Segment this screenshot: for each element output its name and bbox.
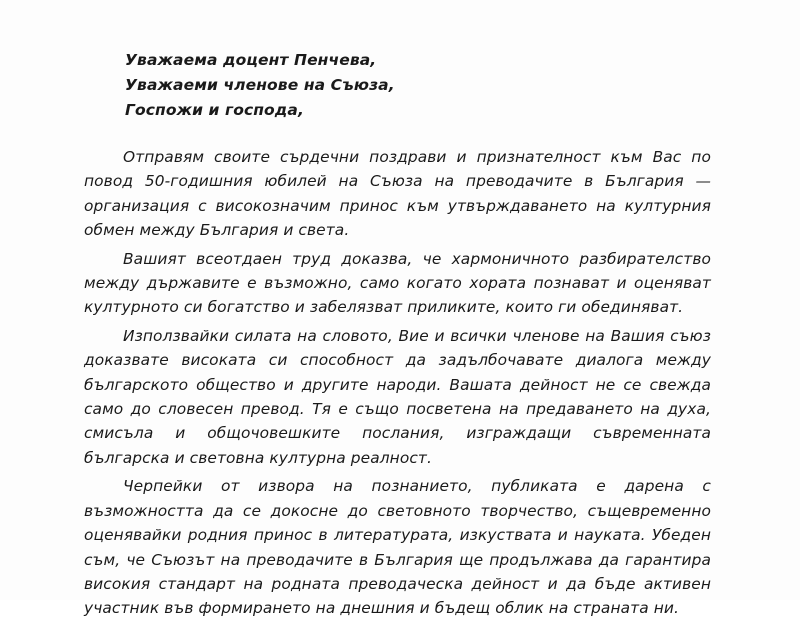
salutation-block [125, 48, 725, 123]
salutation-line-3: Госпожи и господа, [125, 101, 304, 119]
letter-body [84, 145, 711, 625]
paragraph-3: Използвайки силата на словото, Вие и всички членове на Вашия съюз доказвате високата си способност да задълбочавате диалога между българското общество и другите народи. Вашата дейност не се свежда само до словесен превод. Тя е също посветена на предаването на духа, смисъла и общочовешките послания, изграждащи съвременната българска и световна културна реалност. [84, 326, 711, 467]
paragraph-4: Черпейки от извора на познанието, публиката е дарена с възможността да се докосне до световното творчество, същевременно оценявайки родния принос в литературата, изкуствата и науката. Убеден съм, че Съюзът на преводачите в България ще продължава да гарантира високия стандарт на родната преводаческа дейност и да бъде активен участник във формирането на днешния и бъдещ облик на страната ни. [84, 477, 711, 618]
paragraph-2: Вашият всеотдаен труд доказва, че хармоничното разбирателство между държавите е възможно, само когато хората познават и оценяват културното си богатство и забелязват приликите, които ги обединяват. [84, 249, 711, 317]
paragraph-1: Отправям своите сърдечни поздрави и признателност към Вас по повод 50-годишния юбилей на Съюза на преводачите в България — организация с високозначим принос към утвърждаването на културния обмен между България и света. [84, 148, 711, 240]
salutation-line-2: Уважаеми членове на Съюза, [125, 76, 395, 94]
salutation-line-1: Уважаема доцент Пенчева, [125, 51, 377, 69]
